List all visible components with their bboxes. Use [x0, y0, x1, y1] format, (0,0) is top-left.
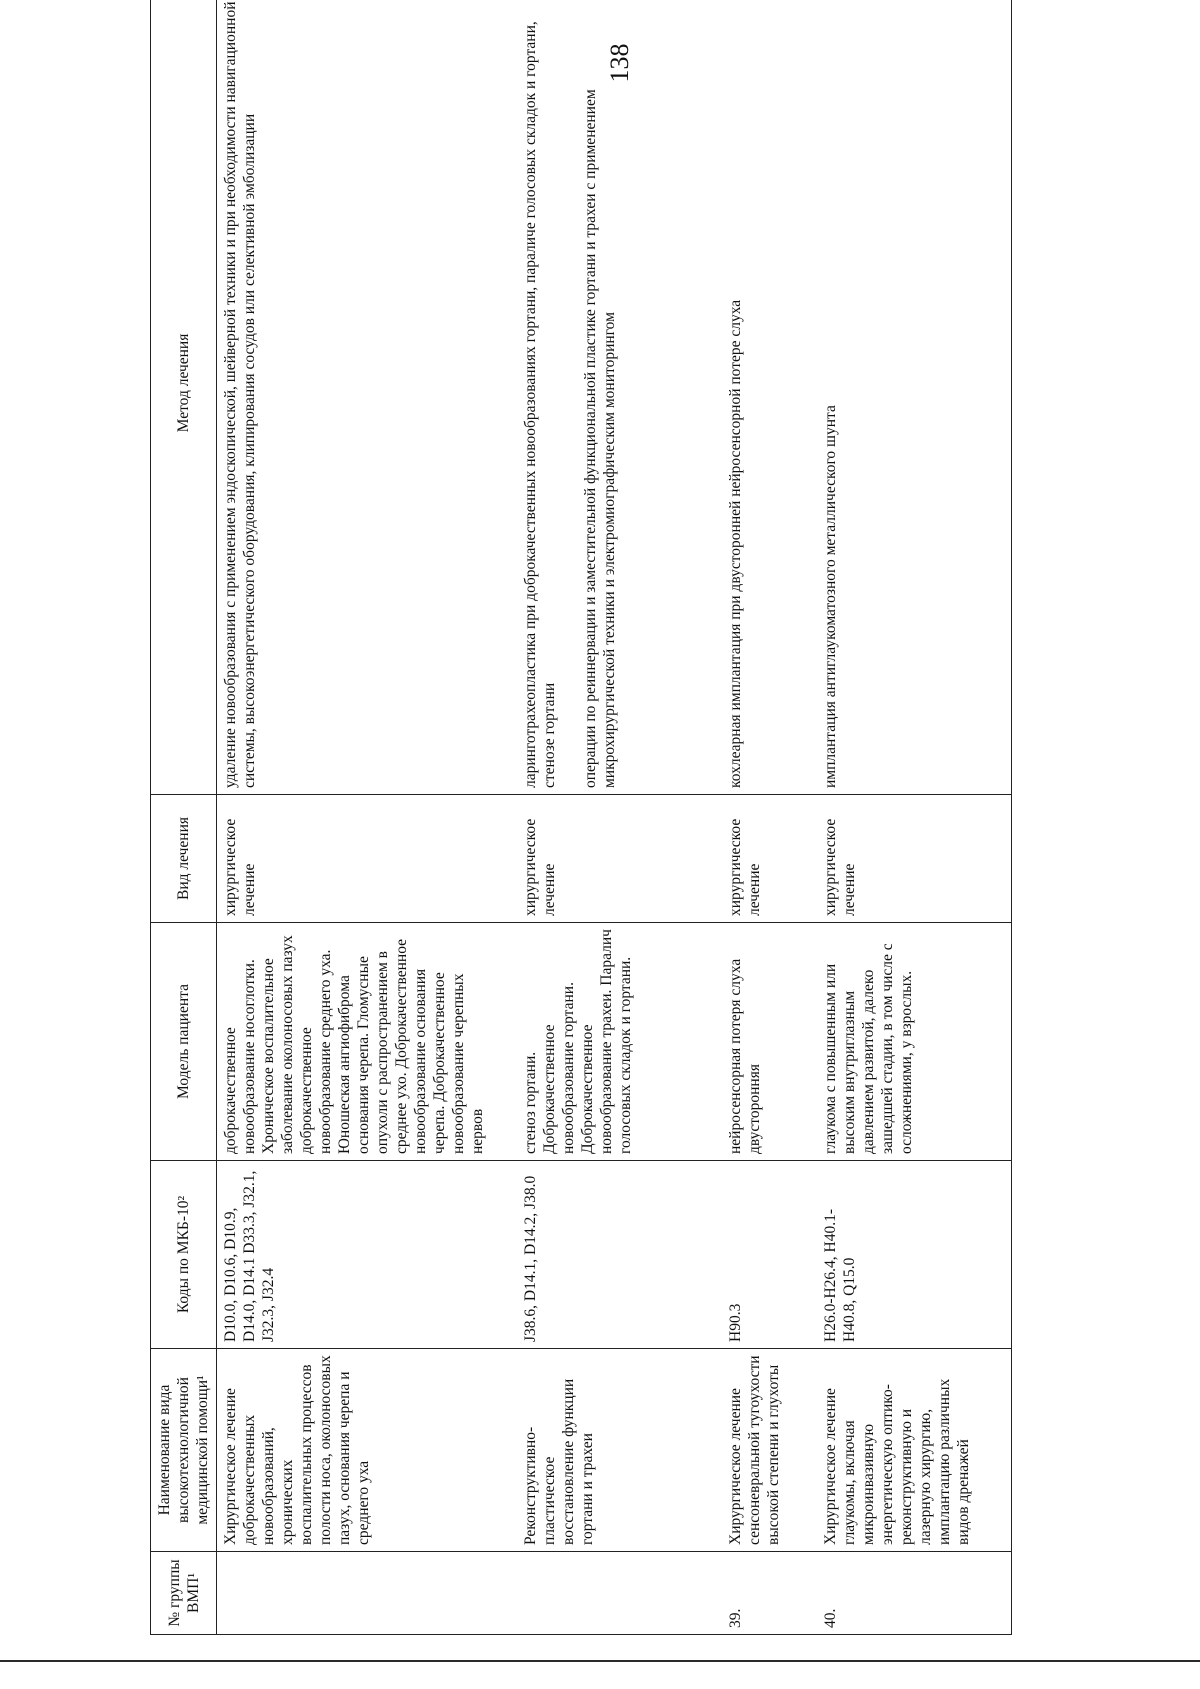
method-text: удаление новообразования с применением эндоскопической, шейверной техники и при необходимости навигационной системы, высокоэнергетического оборудования, клипирования сосудов или селективной эмболизации	[222, 1, 258, 788]
cell-treatment-kind: хирургическое лечение	[217, 795, 517, 923]
table-row	[217, 0, 517, 1635]
scan-edge-line	[0, 1660, 1200, 1662]
cell-icd-codes: D10.0, D10.6, D10.9, D14.0, D14.1 D33.3, J32.1, J32.3, J32.4	[217, 1161, 517, 1349]
cell-group-number	[517, 1552, 722, 1635]
cell-icd-codes: J38.6, D14.1, D14.2, J38.0	[517, 1161, 722, 1349]
method-text-secondary: операции по реиннервации и заместительной функциональной пластике гортани и трахеи с применением микрохирургической техники и электромиографическим мониторингом	[581, 89, 618, 788]
header-group-number: № группы ВМП¹	[151, 1552, 217, 1635]
cell-group-number	[217, 1552, 517, 1635]
cell-treatment-method	[517, 0, 722, 795]
table-row	[817, 0, 1012, 1635]
cell-care-type-name: Хирургическое лечение доброкачественных новообразований, хронических воспалительных процессов полости носа, околоносовых пазух, основания черепа и среднего уха	[217, 1349, 517, 1552]
cell-patient-model: стеноз гортани. Доброкачественное новообразование гортани. Доброкачественное новообразование трахеи. Паралич голосовых складок и гортани.	[517, 923, 722, 1161]
cell-treatment-kind: хирургическое лечение	[517, 795, 722, 923]
cell-care-type-name: Хирургическое лечение глаукомы, включая микроинвазивную энергетическую оптико-реконструктивную и лазерную хирургию, имплантацию различных видов дренажей	[817, 1349, 1012, 1552]
method-text: кохлеарная имплантация при двусторонней нейросенсорной потере слуха	[726, 299, 744, 788]
treatment-table-container	[150, 1, 1050, 1635]
page-number: 138	[605, 43, 634, 83]
cell-treatment-method	[217, 0, 517, 795]
header-treatment-method: Метод лечения	[151, 0, 217, 795]
header-treatment-kind: Вид лечения	[151, 795, 217, 923]
header-patient-model: Модель пациента	[151, 923, 217, 1161]
cell-treatment-kind: хирургическое лечение	[817, 795, 1012, 923]
cell-group-number: 39.	[722, 1552, 817, 1635]
cell-group-number: 40.	[817, 1552, 1012, 1635]
table-row	[517, 0, 722, 1635]
cell-icd-codes: H26.0-H26.4, H40.1- H40.8, Q15.0	[817, 1161, 1012, 1349]
cell-treatment-kind: хирургическое лечение	[722, 795, 817, 923]
cell-care-type-name: Хирургическое лечение сенсоневральной тугоухости высокой степени и глухоты	[722, 1349, 817, 1552]
cell-patient-model: доброкачественное новообразование носоглотки. Хроническое воспалительное заболевание околоносовых пазух доброкачественное новообразование среднего уха. Юношеская ангиофиброма основания черепа. Гломусные опухоли с распространением в среднее ухо. Доброкачественное новообразование основания черепа. Доброкачественное новообразование черепных нервов	[217, 923, 517, 1161]
header-care-type-name: Наименование вида высокотехнологичной медицинской помощи¹	[151, 1349, 217, 1552]
method-text: ларинготрахеопластика при доброкачественных новообразованиях гортани, параличе голосовых складок и гортани, стенозе гортани	[521, 21, 558, 788]
cell-treatment-method	[722, 0, 817, 795]
cell-patient-model: глаукома с повышенным или высоким внутриглазным давлением развитой, далеко зашедшей стадии, в том числе с осложнениями, у взрослых.	[817, 923, 1012, 1161]
header-icd-codes: Коды по МКБ-10²	[151, 1161, 217, 1349]
table-header-row	[151, 0, 217, 1635]
cell-patient-model: нейросенсорная потеря слуха двусторонняя	[722, 923, 817, 1161]
cell-care-type-name: Реконструктивно-пластическое восстановление функции гортани и трахеи	[517, 1349, 722, 1552]
table-row	[722, 0, 817, 1635]
cell-icd-codes: H90.3	[722, 1161, 817, 1349]
cell-treatment-method	[817, 0, 1012, 795]
method-text: имплантация антиглаукоматозного металлического шунта	[821, 405, 839, 788]
treatment-table	[150, 0, 1012, 1635]
